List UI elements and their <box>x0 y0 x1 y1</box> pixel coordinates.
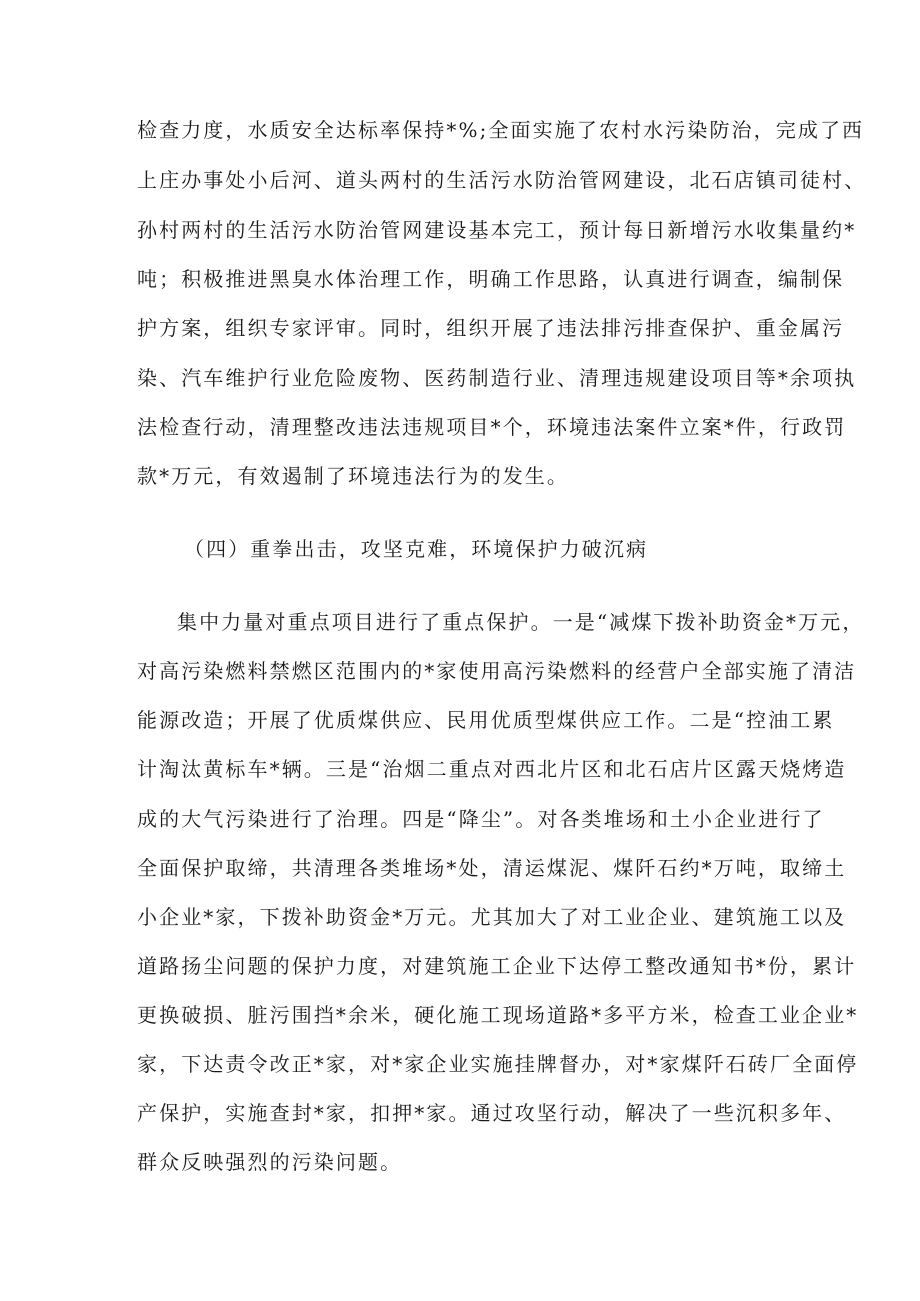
text-line: 集中力量对重点项目进行了重点保护。一是“减煤下拨补助资金*万元， <box>177 610 865 634</box>
text-line: 成的大气污染进行了治理。四是“降尘”。对各类堆场和土小企业进行了 <box>137 807 825 831</box>
text-line: 全面保护取缔，共清理各类堆场*处，清运煤泥、煤阡石约*万吨，取缔土 <box>137 856 847 880</box>
text-line: 吨；积极推进黑臭水体治理工作，明确工作思路，认真进行调查，编制保 <box>137 267 845 291</box>
text-line: 群众反映强烈的污染问题。 <box>137 1150 403 1174</box>
text-line: 上庄办事处小后河、道头两村的生活污水防治管网建设，北石店镇司徒村、 <box>137 168 867 192</box>
text-line: 对高污染燃料禁燃区范围内的*家使用高污染燃料的经营户全部实施了清洁 <box>137 659 857 683</box>
text-line: 更换破损、脏污围挡*余米，硬化施工现场道路*多平方米，检查工业企业* <box>137 1003 859 1027</box>
text-line: 孙村两村的生活污水防治管网建设基本完工，预计每日新增污水收集量约* <box>137 218 857 242</box>
text-line: 计淘汰黄标车*辆。三是“治烟二重点对西北片区和北石店片区露天烧烤造 <box>137 757 847 781</box>
text-line: 检查力度，水质安全达标率保持*%;全面实施了农村水污染防治，完成了西 <box>137 118 865 142</box>
section-heading: （四）重拳出击，攻坚克难，环境保护力破沉病 <box>184 537 649 561</box>
text-line: 家，下达责令改正*家，对*家企业实施挂牌督办，对*家煤阡石砖厂全面停 <box>137 1052 859 1076</box>
text-line: 能源改造；开展了优质煤供应、民用优质型煤供应工作。二是“控油工累 <box>137 708 835 732</box>
text-line: 道路扬尘问题的保护力度，对建筑施工企业下达停工整改通知书*份，累计 <box>137 954 857 978</box>
text-line: 护方案，组织专家评审。同时，组织开展了违法排污排查保护、重金属污 <box>137 316 845 340</box>
text-line: 款*万元，有效遏制了环境违法行为的发生。 <box>137 464 569 488</box>
text-line: 小企业*家，下拨补助资金*万元。尤其加大了对工业企业、建筑施工以及 <box>137 905 847 929</box>
text-line: 染、汽车维护行业危险废物、医药制造行业、清理违规建设项目等*余项执 <box>137 366 857 390</box>
text-line: 法检查行动，清理整改违法违规项目*个，环境违法案件立案*件，行政罚 <box>137 415 847 439</box>
text-line: 产保护，实施查封*家，扣押*家。通过攻坚行动，解决了一些沉积多年、 <box>137 1101 847 1125</box>
